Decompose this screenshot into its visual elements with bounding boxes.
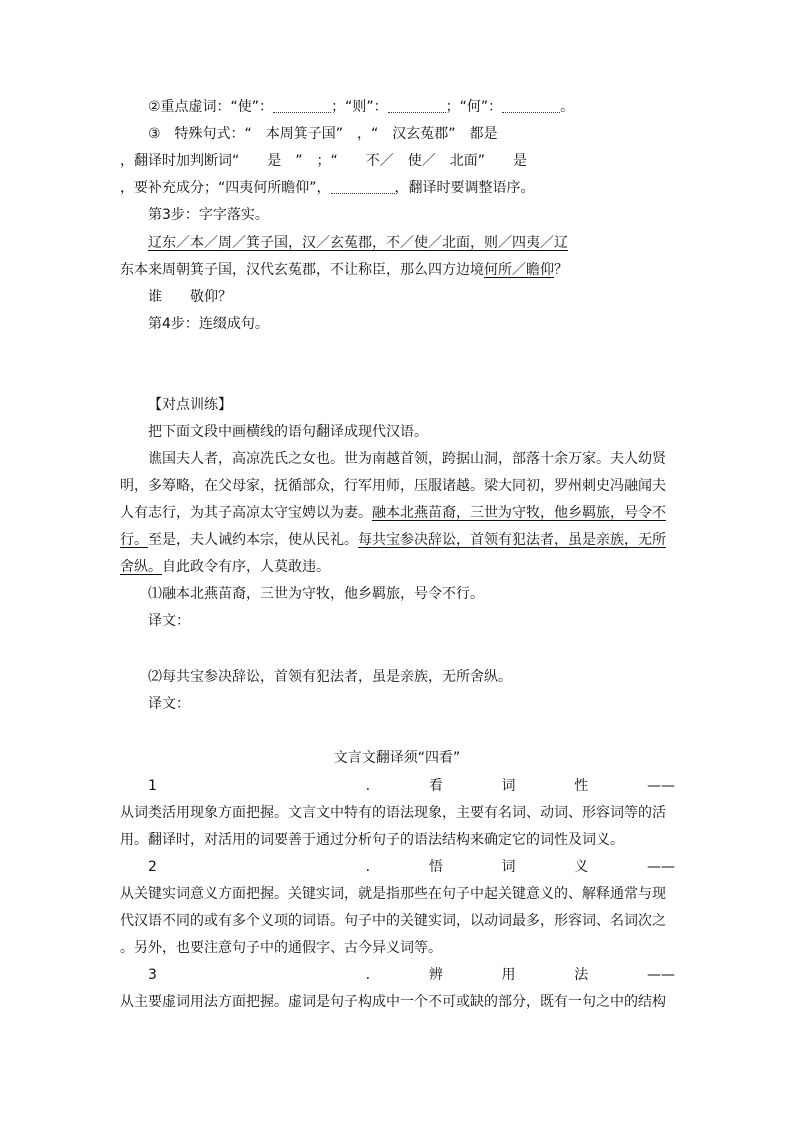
answer-blank-ze[interactable] — [388, 98, 446, 113]
tip-2-line-2: 代汉语不同的或有多个义项的词语。句子中的关键实词，以动词最多，形容词、名词次之 — [120, 913, 666, 929]
answer-blank-inversion[interactable] — [331, 179, 395, 194]
passage-line-1: 谯国夫人者，高凉冼氏之女也。世为南越首领，跨据山洞，部落十余万家。夫人幼贤 — [148, 451, 666, 467]
special-sentence-line-1: ③ 特殊句式：“ 本周箕子国” ，“ 汉玄菟郡” 都是 — [148, 126, 498, 142]
tip-1-heading: 1 . 看 词 性 —— — [148, 778, 675, 794]
special-sentence-line-3: ，要补充成分；“四夷何所瞻仰”， ，翻译时要调整语序。 — [120, 180, 535, 196]
word-by-word-translation: 东本来周朝箕子国，汉代玄菟郡，不让称臣，那么四方边境何所／瞻仰？ — [120, 262, 568, 278]
tip-2-line-1: 从关键实词意义方面把握。关键实词，就是指那些在句子中起关键意义的、解释通常与现 — [120, 886, 666, 902]
step-3-label: 第3步：字字落实。 — [148, 207, 269, 223]
tip-1-line-2: 用。翻译时，对活用的词要善于通过分析句子的语法结构来确定它的词性及词义。 — [120, 832, 624, 848]
answer-label-1: 译文： — [148, 613, 190, 629]
practice-instruction: 把下面文段中画横线的语句翻译成现代汉语。 — [148, 424, 428, 440]
tip-3-line-1: 从主要虚词用法方面把握。虚词是句子构成中一个不可或缺的部分，既有一句之中的结构 — [120, 994, 666, 1010]
tip-1-line-1: 从词类活用现象方面把握。文言文中特有的语法现象，主要有名词、动词、形容词等的活 — [120, 805, 666, 821]
question-1: ⑴融本北燕苗裔，三世为守牧，他乡羁旅，号令不行。 — [148, 586, 484, 602]
practice-heading: 【对点训练】 — [148, 397, 232, 413]
passage-line-4: 行。至是，夫人诫约本宗，使从民礼。每共宝参决辞讼，首领有犯法者，虽是亲族，无所 — [120, 532, 666, 548]
special-sentence-line-2: ，翻译时加判断词“ 是 ” ；“ 不／ 使／ 北面” 是 — [120, 153, 528, 169]
section-title: 文言文翻译须“四看” — [333, 750, 461, 766]
tip-2-line-3: 。另外，也要注意句子中的通假字、古今异义词等。 — [120, 940, 442, 956]
word-gloss-line: 谁 敬仰？ — [148, 289, 232, 305]
passage-line-3: 人有志行，为其子高凉太守宝娉以为妻。融本北燕苗裔，三世为守牧，他乡羁旅，号令不 — [120, 505, 666, 521]
word-by-word-original: 辽东／本／周／箕子国，汉／玄菟郡，不／使／北面，则／四夷／辽 — [148, 235, 568, 251]
question-2: ⑵每共宝参决辞讼，首领有犯法者，虽是亲族，无所舍纵。 — [148, 669, 512, 685]
key-function-words-line: ②重点虚词：“使”： ；“则”： ；“何”： 。 — [148, 99, 575, 115]
answer-blank-he[interactable] — [502, 98, 560, 113]
answer-label-2: 译文： — [148, 696, 190, 712]
passage-line-5: 舍纵。自此政令有序，人莫敢违。 — [120, 559, 330, 575]
answer-blank-shi[interactable] — [273, 98, 331, 113]
tip-2-heading: 2 . 悟 词 义 —— — [148, 859, 675, 875]
step-4-label: 第4步：连缀成句。 — [148, 316, 269, 332]
passage-line-2: 明，多筹略，在父母家，抚循部众，行军用师，压服诸越。梁大同初，罗州刺史冯融闻夫 — [120, 478, 666, 494]
tip-3-heading: 3 . 辨 用 法 —— — [148, 967, 675, 983]
